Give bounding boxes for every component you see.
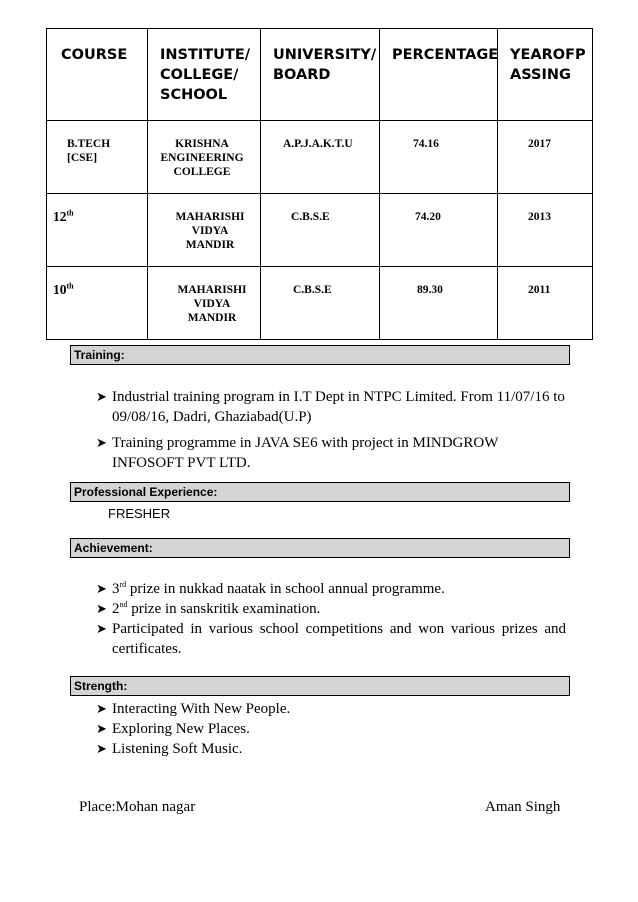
arrow-bullet-icon: ➤: [96, 741, 107, 756]
course-cell: 12th: [53, 208, 74, 224]
training-list: [96, 387, 566, 473]
table-row: [47, 267, 593, 340]
arrow-bullet-icon: ➤: [96, 701, 107, 716]
board-cell: A.P.J.A.K.T.U: [283, 138, 353, 150]
course-cell: B.TECH [CSE]: [67, 138, 111, 164]
institute-cell: MAHARISHI VIDYA MANDIR: [177, 284, 247, 324]
list-item: ➤ 3rd prize in nukkad naatak in school annual programme.: [96, 580, 445, 597]
arrow-bullet-icon: ➤: [96, 389, 107, 404]
percentage-cell: 89.30: [417, 284, 443, 296]
percentage-cell: 74.16: [413, 138, 439, 150]
arrow-bullet-icon: ➤: [96, 621, 107, 636]
board-cell: C.B.S.E: [291, 211, 330, 223]
arrow-bullet-icon: ➤: [96, 435, 107, 450]
header-board: UNIVERSITY/ BOARD: [261, 29, 380, 121]
header-course: COURSE: [47, 29, 148, 121]
education-table: [46, 28, 593, 340]
percentage-cell: 74.20: [415, 211, 441, 223]
list-item: ➤ 2nd prize in sanskritik examination.: [96, 600, 321, 617]
strength-heading: Strength:: [70, 676, 570, 696]
list-item: ➤ Training programme in JAVA SE6 with project in MINDGROW INFOSOFT PVT LTD.: [96, 435, 499, 471]
arrow-bullet-icon: ➤: [96, 581, 107, 596]
table-header-row: [47, 29, 593, 121]
footer-place: Place:Mohan nagar: [79, 799, 196, 815]
list-item: ➤ Industrial training program in I.T Dept in NTPC Limited. From 11/07/16 to 09/08/16, Dadri, Ghaziabad(U.P): [96, 389, 565, 425]
header-institute: INSTITUTE/ COLLEGE/ SCHOOL: [148, 29, 261, 121]
year-cell: 2013: [528, 211, 551, 223]
strength-list: [96, 699, 496, 759]
footer-name: Aman Singh: [485, 799, 561, 815]
arrow-bullet-icon: ➤: [96, 601, 107, 616]
header-percentage: PERCENTAGE: [380, 29, 498, 121]
list-item: ➤ Listening Soft Music.: [96, 741, 243, 757]
training-heading: Training:: [70, 345, 570, 365]
achievement-heading: Achievement:: [70, 538, 570, 558]
board-cell: C.B.S.E: [293, 284, 332, 296]
year-cell: 2011: [528, 284, 551, 296]
list-item: ➤ Interacting With New People.: [96, 701, 291, 717]
year-cell: 2017: [528, 138, 551, 150]
experience-text: FRESHER: [108, 506, 171, 521]
list-item: ➤ Exploring New Places.: [96, 721, 250, 737]
list-item: ➤ Participated in various school competitions and won various prizes and certificates.: [96, 621, 566, 657]
table-row: [47, 194, 593, 267]
experience-heading: Professional Experience:: [70, 482, 570, 502]
institute-cell: MAHARISHI VIDYA MANDIR: [175, 211, 245, 251]
achievement-list: [96, 579, 566, 659]
course-cell: 10th: [53, 281, 74, 297]
table-row: [47, 121, 593, 194]
arrow-bullet-icon: ➤: [96, 721, 107, 736]
header-year: YEAROFP ASSING: [498, 29, 593, 121]
institute-cell: KRISHNA ENGINEERING COLLEGE: [160, 138, 244, 178]
